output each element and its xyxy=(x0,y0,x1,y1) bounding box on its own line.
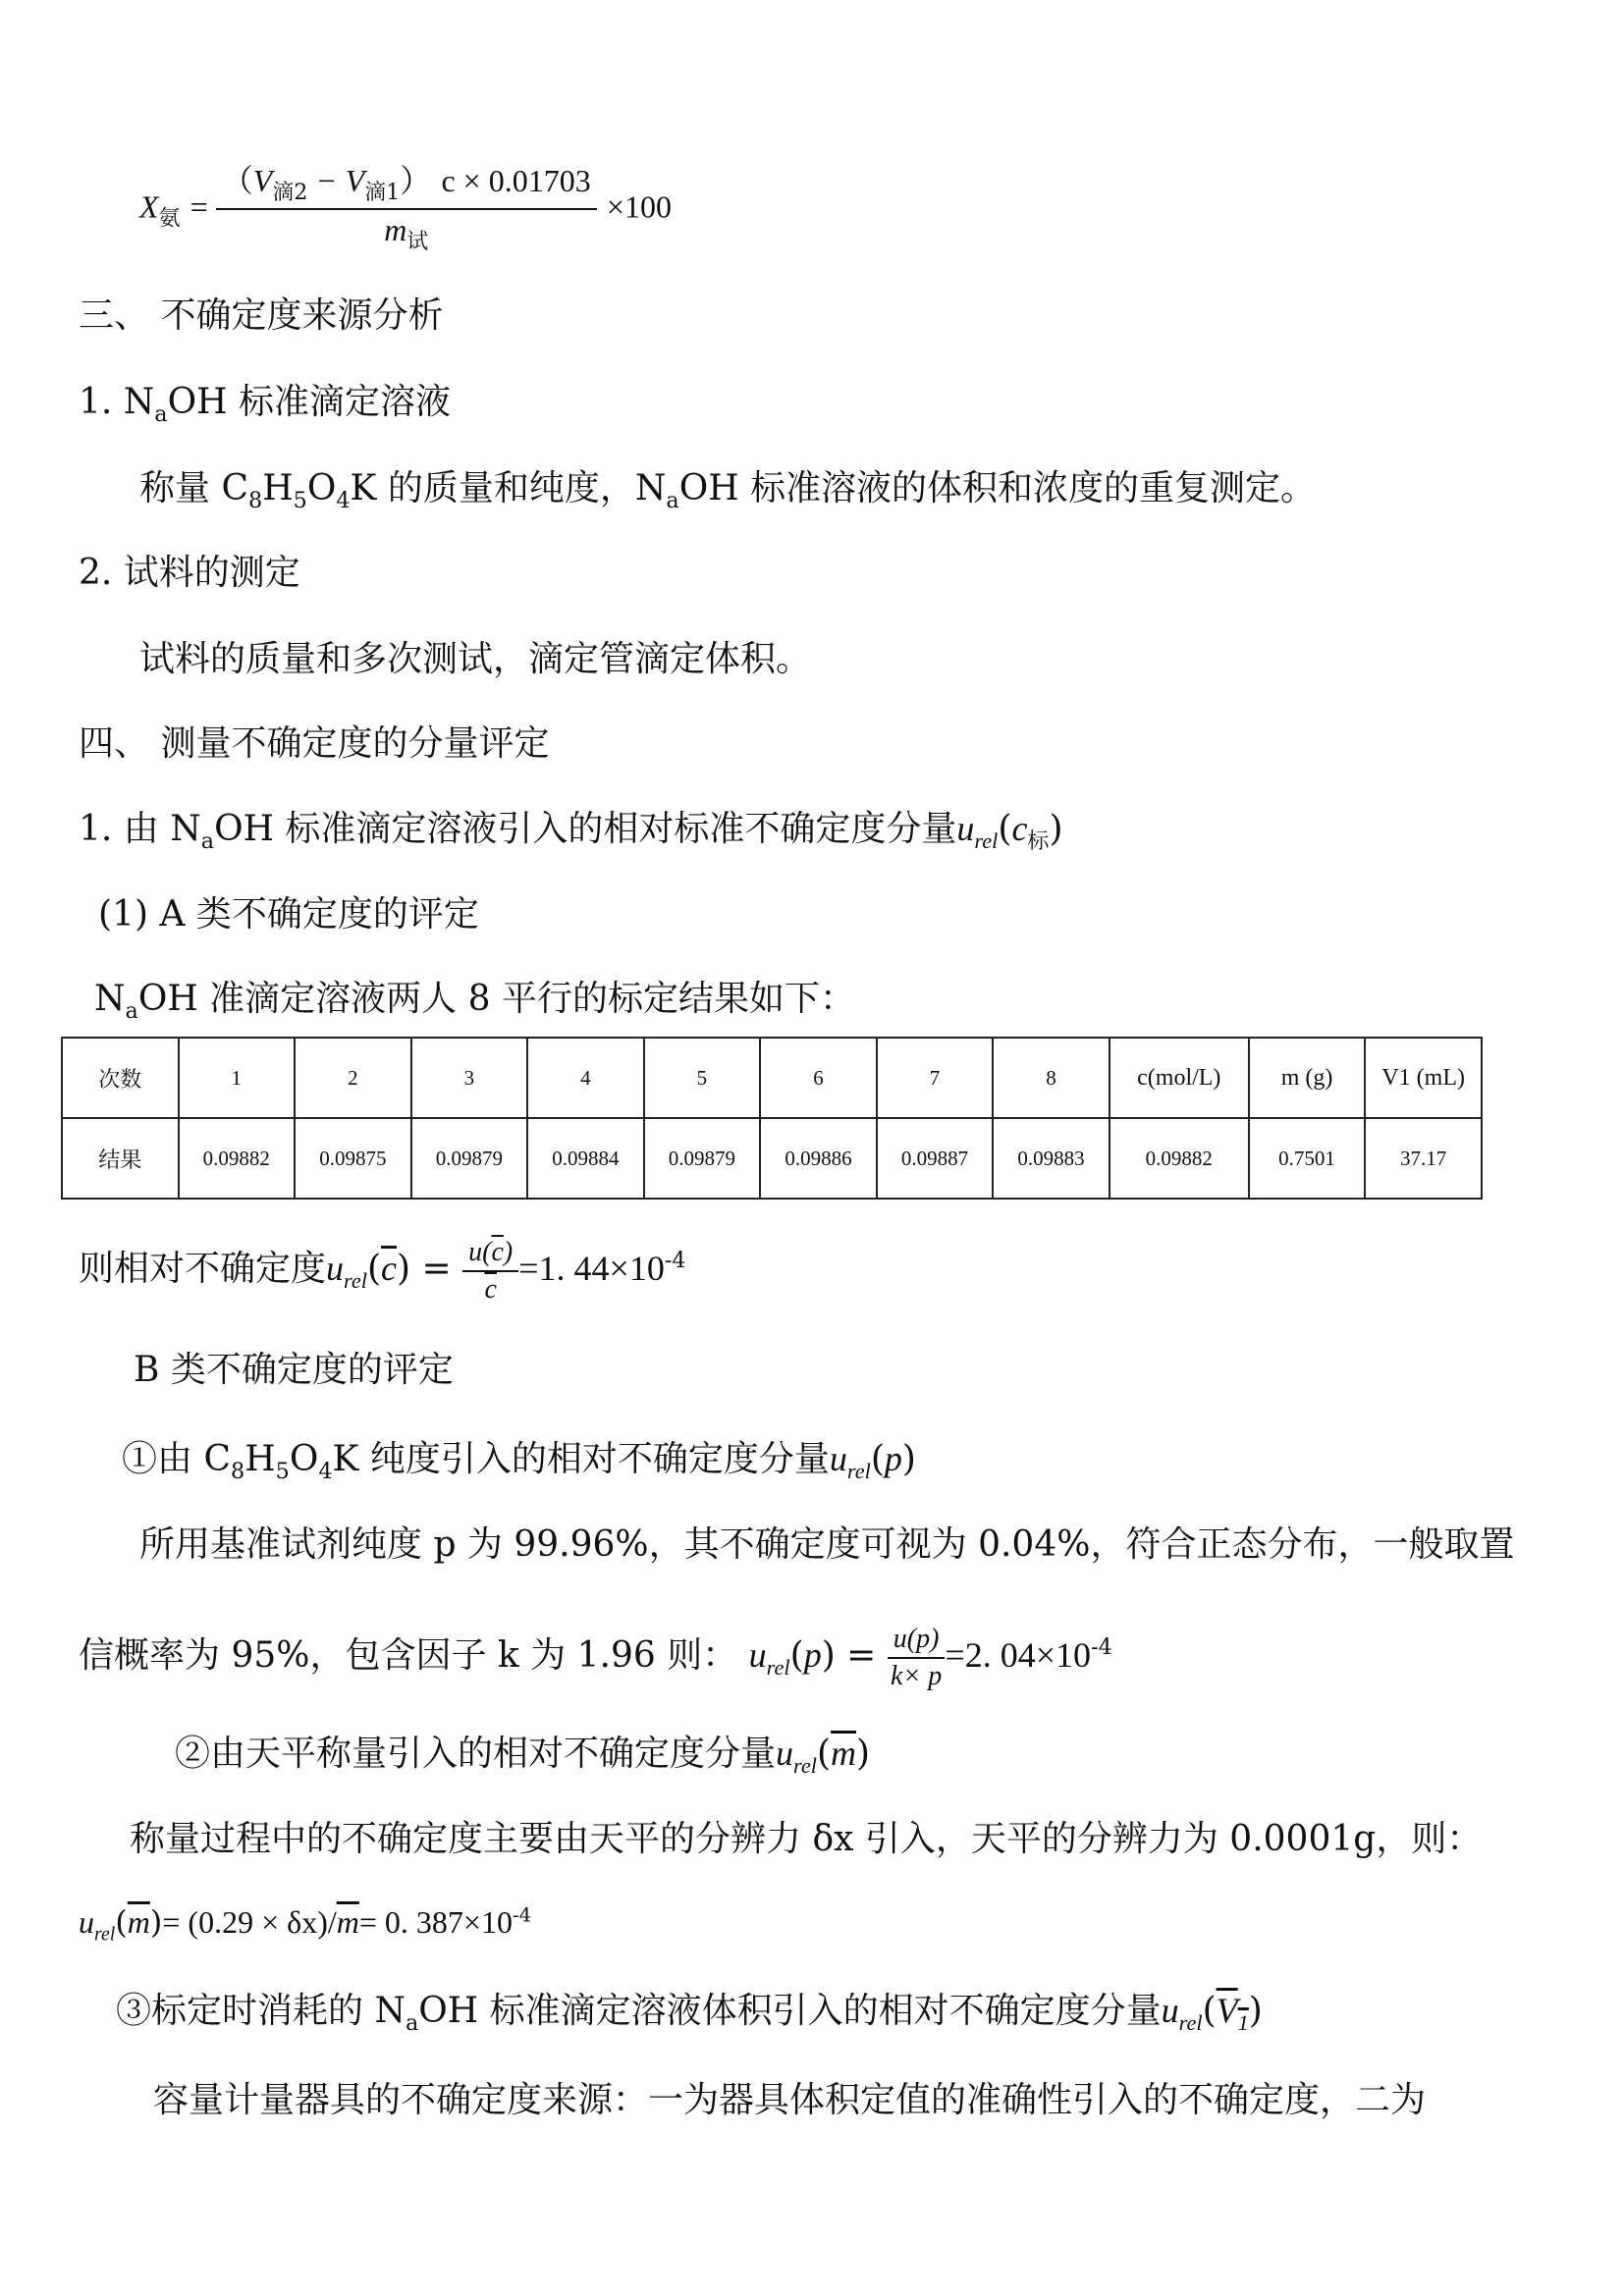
b2-text: 称量过程中的不确定度主要由天平的分辨力 δx 引入，天平的分辨力为 0.0001g，则： xyxy=(130,1819,1483,1859)
table-cell: 0.09879 xyxy=(644,1118,761,1199)
table-header-row xyxy=(62,1038,1482,1118)
table-header-cell: 4 xyxy=(527,1038,644,1118)
table-row xyxy=(62,1118,1482,1199)
b1-value: =2. 04×10 xyxy=(945,1635,1092,1675)
section3-item1-title: 1. $N_aOH$ 标准滴定溶液 xyxy=(79,382,451,428)
typeA-intro: $N_aOH$ 准滴定溶液两人 8 平行的标定结果如下： xyxy=(94,979,855,1025)
formula-lhs: X xyxy=(139,188,159,225)
table-cell: 0.09882 xyxy=(179,1118,296,1199)
section4-item1-title: 1. 由 $N_aOH$ 标准滴定溶液引入的相对标准不确定度分量$u_{rel}(c_标)$ xyxy=(79,809,1063,855)
relative-uncertainty-line: 则相对不确定度$u_{rel}(\overline{c})$ = $\frac{u(\overline{c})}{c}$ =1. $44\times 10^{-4}$ xyxy=(79,1237,686,1305)
table-cell: 0.7501 xyxy=(1249,1118,1366,1199)
section4-heading: 四、 测量不确定度的分量评定 xyxy=(79,723,550,764)
formula-ammonia: $X_氨$ = $\frac{(V_{滴2} - V_{滴1}) c \times 0.01703}{m_试}$ ×100 xyxy=(139,162,672,254)
table-header-cell: 次数 xyxy=(62,1038,179,1118)
table-cell: 0.09883 xyxy=(993,1118,1110,1199)
table-cell: 0.09879 xyxy=(411,1118,528,1199)
table-header-cell: m (g) xyxy=(1249,1038,1366,1118)
table-header-cell: V1 (mL) xyxy=(1365,1038,1482,1118)
b2-formula: $u_{rel}(\overline{m})= (0.29 \times \delta x)/\overline{m}= 0$. $387\times 10^{-4}$ xyxy=(79,1903,532,1946)
relative-uncertainty-value: =1. 44×10 xyxy=(518,1249,665,1288)
calibration-table xyxy=(61,1037,1483,1200)
table-cell: 0.09887 xyxy=(877,1118,994,1199)
formula-fraction: $\frac{(V_{滴2} - V_{滴1}) c \times 0.01703}{m_试}$ xyxy=(216,165,597,253)
b1-title: ①由 $C_8H_5O_4K$ 纯度引入的相对不确定度分量$u_{rel}(p)$ xyxy=(122,1439,916,1485)
table-header-cell: 7 xyxy=(877,1038,994,1118)
table-cell: 0.09875 xyxy=(295,1118,411,1199)
section3-item2-text: 试料的质量和多次测试，滴定管滴定体积。 xyxy=(139,639,812,679)
table-header-cell: 1 xyxy=(179,1038,296,1118)
b2-value: = 0. 387×10 xyxy=(358,1904,513,1940)
table-header-cell: 8 xyxy=(993,1038,1110,1118)
table-header-cell: 5 xyxy=(644,1038,761,1118)
typeB-title: B 类不确定度的评定 xyxy=(134,1350,454,1390)
table-header-cell: c(mol/L) xyxy=(1110,1038,1249,1118)
table-header-cell: 3 xyxy=(411,1038,528,1118)
table-cell: 0.09884 xyxy=(527,1118,644,1199)
b3-title: ③标定时消耗的 $N_aOH$ 标准滴定溶液体积引入的相对不确定度分量$u_{rel}(V_1)$ xyxy=(116,1991,1263,2037)
typeA-title: (1) A 类不确定度的评定 xyxy=(98,894,479,934)
table-cell: 0.09882 xyxy=(1110,1118,1249,1199)
table-cell: 37.17 xyxy=(1365,1118,1482,1199)
table-cell: 结果 xyxy=(62,1118,179,1199)
section3-item2-title: 2. 试料的测定 xyxy=(79,553,300,593)
section3-heading: 三、 不确定度来源分析 xyxy=(79,295,444,336)
table-cell: 0.09886 xyxy=(760,1118,877,1199)
b1-text2: 信概率为 95%，包含因子 k 为 1.96 则： $u_{rel}(p)$ = $\frac{u(p)}{k\times p}$ =2. $04\times 10^{-4}$ xyxy=(79,1624,1112,1691)
formula-times: ×100 xyxy=(606,188,672,225)
table-header-cell: 6 xyxy=(760,1038,877,1118)
b1-text1: 所用基准试剂纯度 p 为 99.96%，其不确定度可视为 0.04%，符合正态分布，一般取置 xyxy=(139,1524,1515,1565)
b2-title: ②由天平称量引入的相对不确定度分量$u_{rel}(\overline{m})$ xyxy=(175,1734,871,1779)
formula-lhs-sub: 氨 xyxy=(158,206,181,232)
section3-item1-text: 称量 $C_8H_5O_4K$ 的质量和纯度，$N_aOH$ 标准溶液的体积和浓度的重复测定。 xyxy=(139,468,1317,514)
table-header-cell: 2 xyxy=(295,1038,411,1118)
b3-text: 容量计量器具的不确定度来源：一为器具体积定值的准确性引入的不确定度，二为 xyxy=(153,2080,1427,2120)
